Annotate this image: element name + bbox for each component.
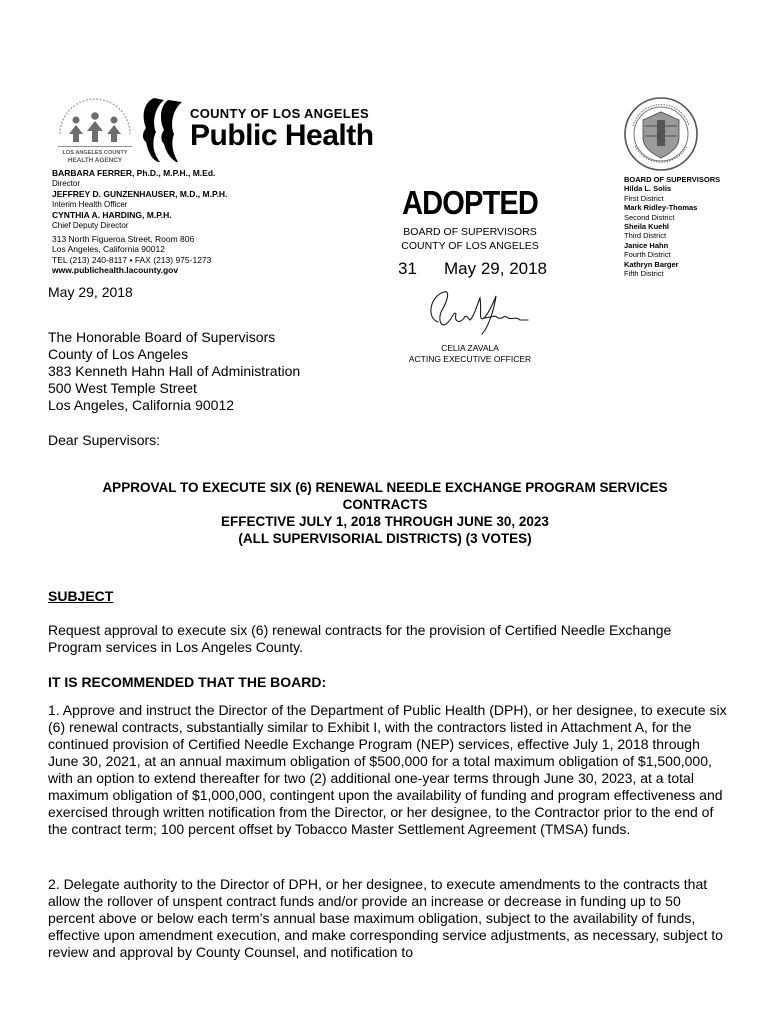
board-member-name: Hilda L. Solis (624, 184, 672, 194)
staff-name: CYNTHIA A. HARDING, M.P.H. (52, 210, 172, 221)
address-line: 500 West Temple Street (48, 380, 197, 396)
address-line: Los Angeles, California 90012 (52, 244, 165, 255)
phone-line: TEL (213) 240-8117 • FAX (213) 975-1273 (52, 254, 212, 265)
recipient-address (48, 329, 378, 414)
title-line: CONTRACTS (342, 497, 428, 512)
address-line: Los Angeles, California 90012 (48, 397, 235, 413)
letter-date: May 29, 2018 (48, 284, 133, 300)
staff-title: Interim Health Officer (52, 199, 128, 209)
profiles-icon (138, 94, 188, 166)
board-member-district: Fifth District (624, 269, 664, 279)
board-member-district: Third District (624, 231, 667, 241)
title-line: EFFECTIVE JULY 1, 2018 THROUGH JUNE 30, 2023 (221, 514, 549, 529)
public-health-logo (138, 94, 378, 166)
county-seal-icon (623, 96, 699, 172)
board-member-district: Fourth District (624, 250, 671, 260)
letter-title (40, 479, 730, 547)
recommendation-paragraph: 2. Delegate authority to the Director of DPH, or her designee, to execute amendments to the contracts that allow the rollover of unspent contract funds and/or provide an increase or decrease in funding up to 50 percent above or below each term’s annual base maximum obligation, subject to the availability of funds, effective upon amendment execution, and make corresponding service adjustments, as necessary, subject to review and approval by County Counsel, and notification to (48, 876, 723, 960)
board-member-district: First District (624, 193, 664, 203)
subject-paragraph: Request approval to execute six (6) renewal contracts for the provision of Certified Needle Exchange Program services in Los Angeles County. (48, 622, 672, 655)
address-line: 383 Kenneth Hahn Hall of Administration (48, 363, 301, 379)
address-line: 313 North Figueroa Street, Room 806 (52, 233, 195, 244)
board-list (624, 175, 744, 278)
board-member-name: Kathryn Barger (624, 259, 679, 269)
board-member-name: Mark Ridley-Thomas (624, 203, 698, 213)
stamp-line: COUNTY OF LOS ANGELES (401, 240, 539, 252)
address-line: County of Los Angeles (48, 346, 189, 362)
recommendation-heading: IT IS RECOMMENDED THAT THE BOARD: (48, 674, 327, 690)
website-link[interactable]: www.publichealth.lacounty.gov (52, 265, 179, 276)
signer-title: ACTING EXECUTIVE OFFICER (408, 354, 532, 364)
adopted-stamp: ADOPTED (402, 184, 538, 221)
svg-text:HEALTH AGENCY: HEALTH AGENCY (67, 157, 123, 164)
logo-name-text: Public Health (190, 119, 374, 152)
staff-block (52, 168, 292, 276)
board-member-name: Sheila Kuehl (624, 222, 670, 232)
recommendation-paragraph: 1. Approve and instruct the Director of the Department of Public Health (DPH), or her designee, to execute six (6) renewal contracts, substantially similar to Exhibit I, with the contractors listed in Attachment A, for the continued provision of Certified Needle Exchange Program (NEP) services, effective July 1, 2018 through June 30, 2021, at an annual maximum obligation of $500,000 for a total maximum obligation of $1,500,000, with an option to extend thereafter for two (2) additional one-year terms through June 30, 2023, at a total maximum obligation of $1,000,000, contingent upon the availability of funding and program effectiveness and exercised through written notification from the Director, or her designee, to the Contractor prior to the end of the contract term; 100 percent offset by Tobacco Master Settlement Agreement (TMSA) funds. (48, 702, 727, 837)
staff-name: BARBARA FERRER, Ph.D., M.P.H., M.Ed. (52, 168, 216, 178)
staff-name: JEFFREY D. GUNZENHAUSER, M.D., M.P.H. (52, 189, 228, 200)
stamp-date: May 29, 2018 (444, 259, 548, 278)
logo-county-text: COUNTY OF LOS ANGELES (190, 106, 369, 121)
title-line: (ALL SUPERVISORIAL DISTRICTS) (3 VOTES) (238, 531, 532, 546)
svg-text:LOS ANGELES COUNTY: LOS ANGELES COUNTY (62, 150, 128, 156)
stamp-number: 31 (398, 259, 417, 278)
address-line: The Honorable Board of Supervisors (48, 329, 276, 345)
signer-block (380, 343, 560, 365)
subject-heading: SUBJECT (48, 588, 114, 604)
signature (424, 288, 534, 340)
board-member-name: Janice Hahn (624, 240, 669, 250)
signer-name: CELIA ZAVALA (441, 343, 499, 353)
salutation: Dear Supervisors: (48, 432, 161, 448)
title-line: APPROVAL TO EXECUTE SIX (6) RENEWAL NEEDLE EXCHANGE PROGRAM SERVICES (102, 480, 668, 495)
board-heading: BOARD OF SUPERVISORS (624, 175, 721, 184)
stamp-line: BOARD OF SUPERVISORS (403, 226, 537, 238)
staff-title: Director (52, 178, 81, 188)
staff-title: Chief Deputy Director (52, 220, 129, 230)
board-member-district: Second District (624, 212, 675, 222)
health-agency-logo (52, 94, 138, 166)
